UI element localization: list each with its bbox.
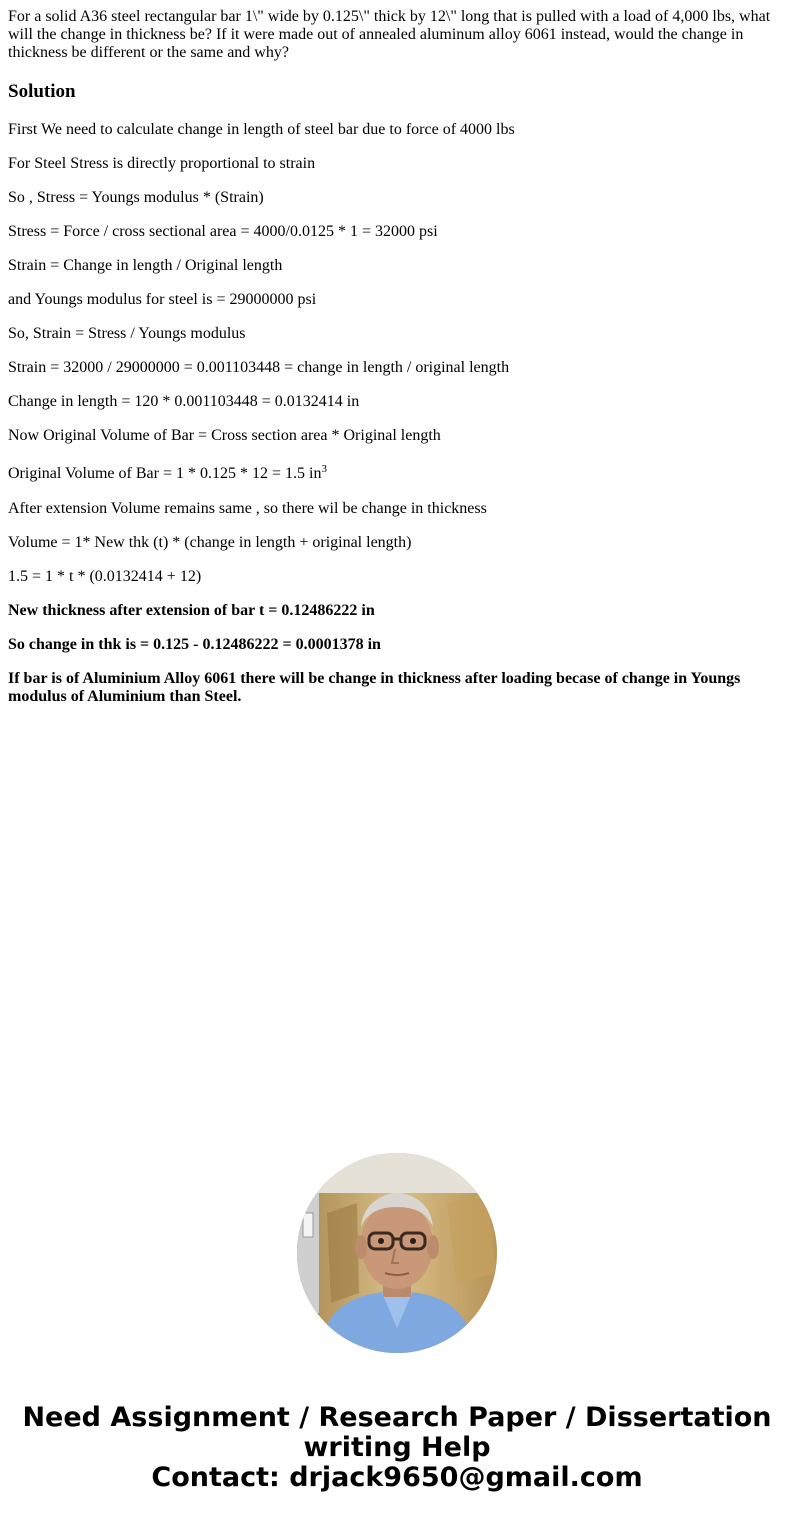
- document-body: [8, 8, 786, 705]
- solution-line-6: and Youngs modulus for steel is = 29000000 psi: [8, 291, 317, 308]
- solution-line-3: So , Stress = Youngs modulus * (Strain): [8, 189, 264, 206]
- cubic-superscript: 3: [321, 463, 327, 475]
- solution-line-10: Now Original Volume of Bar = Cross section area * Original length: [8, 427, 441, 444]
- solution-line-2: For Steel Stress is directly proportional to strain: [8, 155, 316, 172]
- aluminium-conclusion: If bar is of Aluminium Alloy 6061 there will be change in thickness after loading becase of change in Youngs modulus of Aluminium than Steel.: [8, 670, 741, 705]
- new-thickness-result: New thickness after extension of bar t = 0.12486222 in: [8, 602, 375, 619]
- solution-line-11: [8, 465, 327, 483]
- solution-line-9: Change in length = 120 * 0.001103448 = 0.0132414 in: [8, 393, 360, 410]
- solution-line-8: Strain = 32000 / 29000000 = 0.001103448 = change in length / original length: [8, 359, 510, 376]
- footer-contact: [0, 1403, 794, 1493]
- solution-line-5: Strain = Change in length / Original length: [8, 257, 283, 274]
- footer-line-1: Need Assignment / Research Paper / Dissertation: [22, 1402, 772, 1433]
- solution-line-1: First We need to calculate change in length of steel bar due to force of 4000 lbs: [8, 121, 515, 138]
- solution-line-13: Volume = 1* New thk (t) * (change in length + original length): [8, 534, 412, 551]
- thickness-change-result: So change in thk is = 0.125 - 0.12486222 = 0.0001378 in: [8, 636, 381, 653]
- volume-text: Original Volume of Bar = 1 * 0.125 * 12 = 1.5 in: [8, 465, 322, 482]
- solution-line-7: So, Strain = Stress / Youngs modulus: [8, 325, 246, 342]
- footer-line-2: writing Help: [303, 1432, 491, 1463]
- solution-line-4: Stress = Force / cross sectional area = 4000/0.0125 * 1 = 32000 psi: [8, 223, 438, 240]
- solution-heading: Solution: [8, 81, 76, 102]
- solution-line-14: 1.5 = 1 * t * (0.0132414 + 12): [8, 568, 202, 585]
- solution-line-12: After extension Volume remains same , so there wil be change in thickness: [8, 500, 487, 517]
- author-portrait-image: [297, 1153, 497, 1353]
- question-text: For a solid A36 steel rectangular bar 1\" wide by 0.125\" thick by 12\" long that is pulled with a load of 4,000 lbs, what will the change in thickness be? If it were made out of annealed aluminum alloy 6061 instead, would the change in thickness be different or the same and why?: [8, 8, 771, 61]
- footer-contact-email[interactable]: Contact: drjack9650@gmail.com: [151, 1462, 643, 1493]
- author-avatar: [297, 1153, 497, 1353]
